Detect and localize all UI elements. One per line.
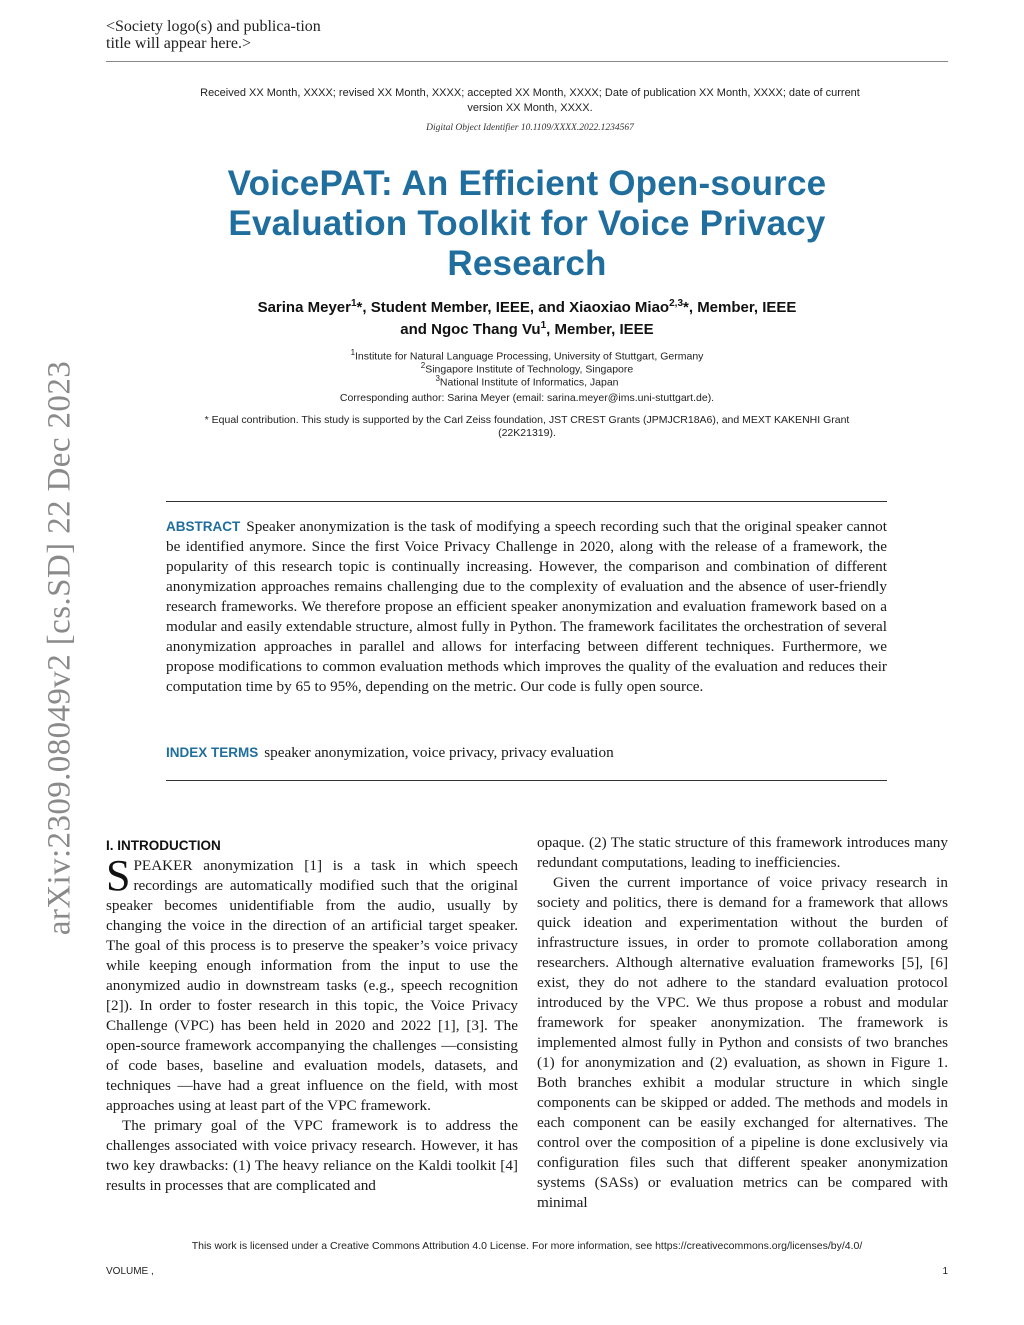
header-rule: [106, 61, 948, 62]
affiliation-3: [190, 372, 864, 390]
body-column-left: [106, 836, 518, 1196]
abstract-rule-top: [166, 501, 887, 502]
index-terms: [166, 743, 887, 763]
author-2-suffix: *, Member, IEEE: [683, 299, 797, 316]
corresponding-author: Corresponding author: Sarina Meyer (email: sarina.meyer@ims.uni-stuttgart.de).: [339, 392, 715, 404]
author-1-name: Sarina Meyer: [257, 299, 351, 316]
abstract-text: Speaker anonymization is the task of modifying a speech recording such that the original speaker cannot be identified anymore. Since the first Voice Privacy Challenge in 2020, along with the release of a framework, the popularity of this research topic is continually increasing. However, the comparison and combination of different anonymization approaches remains challenging due to the complexity of evaluation and the absence of user-friendly research frameworks. We therefore propose an efficient speaker anonymization and evaluation framework based on a modular and easily extendable structure, almost fully in Python. The framework facilitates the orchestration of several anonymization approaches in parallel and allows for interfacing between different techniques. Furthermore, we propose modifications to common evaluation methods which improves the quality of the evaluation and reduces their computation time by 65 to 95%, depending on the metric. Our code is fully open source.: [166, 518, 887, 695]
first-word-rest: PEAKER: [133, 857, 193, 874]
affiliation-2-sup: 2: [420, 361, 426, 370]
body-column-right: [537, 833, 948, 1213]
intro-paragraph-3: Given the current importance of voice privacy research in society and politics, there is demand for a framework that allows quick ideation and experimentation without the burden of infrastructure issues, in order to promote collaboration among researchers. Although alternative evaluation frameworks [5], [6] exist, they do not adhere to the standard evaluation protocol introduced by the VPC. We thus propose a robust and modular framework for speaker anonymization. The framework is implemented almost fully in Python and consists of two branches (1) for anonymization and (2) evaluation, as shown in Figure 1. Both branches exhibit a modular structure in which single components can be skipped or added. The methods and models in each component can be easily exchanged for alternatives. The control over the composition of a pipeline is done exclusively via configuration files such that different speaker anonymization systems (SASs) or evaluation metrics can be compared with minimal: [537, 874, 948, 1211]
arxiv-sidebar-stamp: arXiv:2309.08049v2 [cs.SD] 22 Dec 2023: [41, 360, 78, 936]
dropcap: S: [106, 851, 131, 900]
page-number: 1: [942, 1266, 948, 1277]
author-2-affil-sup: 2,3: [669, 298, 684, 309]
index-terms-text: speaker anonymization, voice privacy, privacy evaluation: [264, 744, 614, 761]
abstract-heading: ABSTRACT: [166, 519, 241, 534]
intro-paragraph-1: [106, 851, 518, 1116]
society-placeholder: <Society logo(s) and publica-tion title will appear here.>: [106, 18, 321, 52]
intro-paragraph-1-text: anonymization [1] is a task in which speech recordings are automatically modified such that the original speaker becomes unidentifiable from the audio, usually by changing the voice in the direction of an artificial target speaker. The goal of this process is to preserve the speaker’s voice privacy while keeping enough information from the input to use the anonymized audio in downstream tasks (e.g., speech recognition [2]). In order to foster research in this topic, the Voice Privacy Challenge (VPC) has been held in 2020 and 2022 [1], [3]. The open-source framework accompanying the challenges —consisting of code bases, baseline and evaluation models, datasets, and techniques —have had a great influence on the field, with most approaches using at least part of the VPC framework.: [106, 857, 518, 1114]
author-3-suffix: , Member, IEEE: [546, 321, 654, 338]
intro-paragraph-2: The primary goal of the VPC framework is to address the challenges associated with voice privacy research. However, it has two key drawbacks: (1) The heavy reliance on the Kaldi toolkit [4] results in processes that are complicated and: [106, 1117, 518, 1194]
author-line-1: [160, 298, 894, 316]
intro-paragraph-2-continued: opaque. (2) The static structure of this framework introduces many redundant computations, leading to inefficiencies.: [537, 834, 948, 871]
affiliation-2-text: Singapore Institute of Technology, Singapore: [425, 363, 634, 376]
section-heading: I. INTRODUCTION: [106, 838, 221, 853]
license-footer: This work is licensed under a Creative Commons Attribution 4.0 License. For more information, see https://creativecommons.org/licenses/by/4.0/: [191, 1240, 863, 1252]
affiliation-1-text: Institute for Natural Language Processing, University of Stuttgart, Germany: [355, 350, 704, 363]
volume-label: VOLUME ,: [106, 1266, 154, 1277]
affiliation-3-sup: 3: [435, 374, 440, 383]
author-3-name: and Ngoc Thang Vu: [400, 321, 541, 338]
received-dates: Received XX Month, XXXX; revised XX Month, XXXX; accepted XX Month, XXXX; Date of publication XX Month, XXXX; date of current version XX Month, XXXX.: [200, 87, 860, 114]
affiliation-1-sup: 1: [350, 348, 356, 357]
abstract-rule-bottom: [166, 780, 887, 781]
author-1-affil-sup: 1: [350, 298, 357, 309]
doi: Digital Object Identifier 10.1109/XXXX.2022.1234567: [426, 123, 634, 133]
affiliation-3-text: National Institute of Informatics, Japan: [439, 376, 619, 389]
paper-title: VoicePAT: An Efficient Open-source Evaluation Toolkit for Voice Privacy Research: [227, 164, 827, 283]
author-3-affil-sup: 1: [540, 320, 547, 331]
author-1-suffix: *, Student Member, IEEE, and Xiaoxiao Miao: [356, 299, 670, 316]
abstract: [166, 517, 887, 697]
author-line-2: [160, 320, 894, 338]
equal-contribution-note: * Equal contribution. This study is supported by the Carl Zeiss foundation, JST CREST Grants (JPMJCR18A6), and MEXT KAKENHI Grant (22K21319).: [204, 414, 850, 439]
index-terms-heading: INDEX TERMS: [166, 745, 259, 760]
